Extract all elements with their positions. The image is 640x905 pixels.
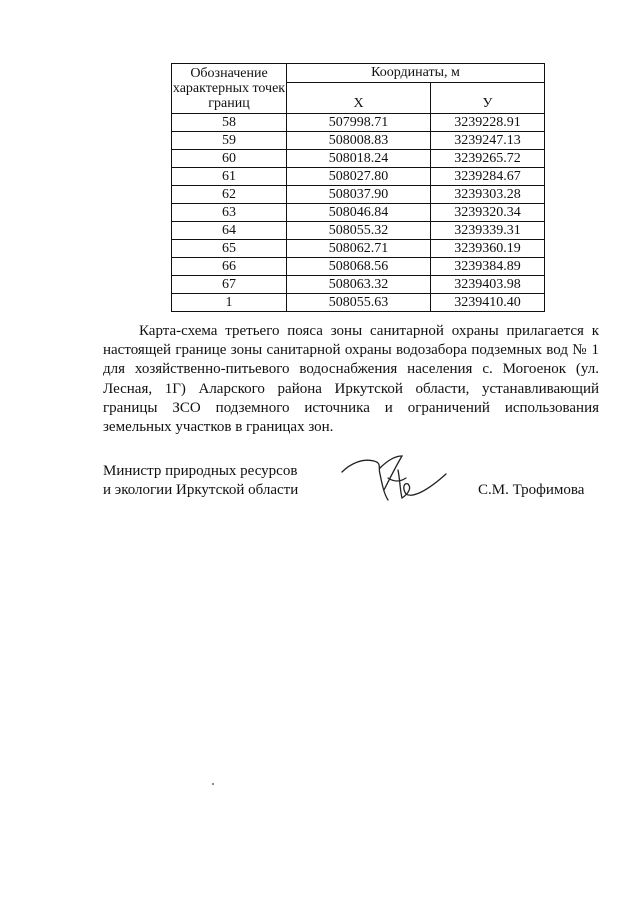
y-column-header: У <box>431 83 545 114</box>
x-coordinate-cell: 508018.24 <box>287 150 431 168</box>
point-cell: 65 <box>172 240 287 258</box>
x-coordinate-cell: 508046.84 <box>287 204 431 222</box>
x-coordinate-cell: 508008.83 <box>287 132 431 150</box>
x-coordinate-cell: 507998.71 <box>287 114 431 132</box>
y-coordinate-cell: 3239384.89 <box>431 258 545 276</box>
table-row <box>172 240 545 258</box>
x-column-header: X <box>287 83 431 114</box>
point-cell: 66 <box>172 258 287 276</box>
x-coordinate-cell: 508055.63 <box>287 294 431 312</box>
x-coordinate-cell: 508037.90 <box>287 186 431 204</box>
point-cell: 67 <box>172 276 287 294</box>
point-cell: 59 <box>172 132 287 150</box>
point-cell: 62 <box>172 186 287 204</box>
scan-dot <box>212 783 214 785</box>
x-coordinate-cell: 508063.32 <box>287 276 431 294</box>
coordinates-group-header: Координаты, м <box>287 64 545 83</box>
point-cell: 1 <box>172 294 287 312</box>
signatory-title-line-1: Министр природных ресурсов <box>103 463 298 479</box>
signatory-title-line-2: и экологии Иркутской области <box>103 482 299 498</box>
body-paragraph: Карта-схема третьего пояса зоны санитарной охраны прилагается к настоящей границе зоны санитарной охраны водозабора подземных вод № 1 для хозяйственно-питьевого водоснабжения населения с. Могоенок (ул. Лесная, 1Г) Аларского района Иркутской области, устанавливающий границы ЗСО подземного источника и ограничений использования земельных участков в границах зон. <box>103 323 599 436</box>
point-cell: 64 <box>172 222 287 240</box>
x-coordinate-cell: 508062.71 <box>287 240 431 258</box>
coordinates-table <box>171 63 545 312</box>
coordinates-table-body <box>172 114 545 312</box>
x-coordinate-cell: 508055.32 <box>287 222 431 240</box>
handwritten-signature <box>336 452 454 504</box>
signatory-title <box>103 462 323 500</box>
x-coordinate-cell: 508068.56 <box>287 258 431 276</box>
x-coordinate-cell: 508027.80 <box>287 168 431 186</box>
y-coordinate-cell: 3239247.13 <box>431 132 545 150</box>
table-row <box>172 168 545 186</box>
table-row <box>172 186 545 204</box>
table-row <box>172 276 545 294</box>
table-row <box>172 132 545 150</box>
y-coordinate-cell: 3239320.34 <box>431 204 545 222</box>
y-coordinate-cell: 3239339.31 <box>431 222 545 240</box>
table-row <box>172 114 545 132</box>
table-row <box>172 294 545 312</box>
y-coordinate-cell: 3239303.28 <box>431 186 545 204</box>
point-column-header: Обозначение характерных точек границ <box>172 64 287 114</box>
point-cell: 61 <box>172 168 287 186</box>
y-coordinate-cell: 3239284.67 <box>431 168 545 186</box>
y-coordinate-cell: 3239403.98 <box>431 276 545 294</box>
table-row <box>172 222 545 240</box>
point-cell: 60 <box>172 150 287 168</box>
point-cell: 58 <box>172 114 287 132</box>
point-cell: 63 <box>172 204 287 222</box>
table-row <box>172 150 545 168</box>
y-coordinate-cell: 3239265.72 <box>431 150 545 168</box>
y-coordinate-cell: 3239410.40 <box>431 294 545 312</box>
y-coordinate-cell: 3239360.19 <box>431 240 545 258</box>
table-row <box>172 204 545 222</box>
signatory-name: С.М. Трофимова <box>478 482 585 498</box>
y-coordinate-cell: 3239228.91 <box>431 114 545 132</box>
table-row <box>172 258 545 276</box>
